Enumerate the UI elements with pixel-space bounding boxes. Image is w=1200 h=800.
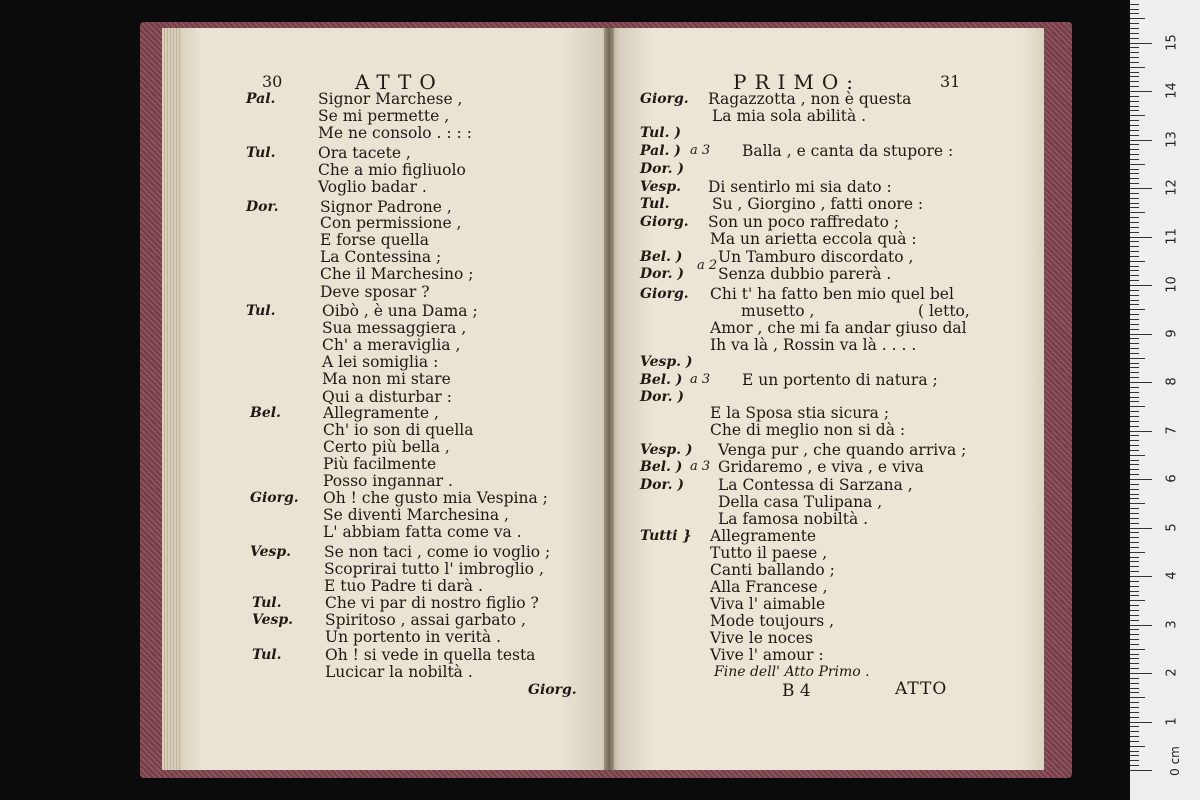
ruler-tick (1130, 329, 1139, 330)
ruler-tick (1130, 217, 1139, 218)
ruler-tick (1130, 256, 1139, 257)
verse-line: La Contessina ; (320, 248, 442, 266)
ensemble-marker: a 3 (690, 372, 711, 387)
ruler-tick (1130, 484, 1139, 485)
ruler-number: 15 (1164, 33, 1180, 51)
ruler-tick (1130, 67, 1145, 68)
ruler-number: 4 (1164, 571, 1180, 580)
ruler-tick (1130, 314, 1139, 315)
verse-line: Deve sposar ? (320, 283, 430, 301)
ruler-tick (1130, 445, 1139, 446)
ruler-tick (1130, 450, 1139, 451)
verse-line: Mode toujours , (710, 612, 835, 630)
speaker-label: Bel. (250, 405, 281, 421)
ruler-tick (1130, 464, 1139, 465)
ruler-tick (1130, 246, 1139, 247)
ruler-tick (1130, 712, 1139, 713)
verse-line: Un portento in verità . (325, 628, 501, 646)
speaker-label: Giorg. (640, 214, 689, 230)
verse-line: Oh ! si vede in quella testa (325, 646, 536, 664)
ruler-tick (1130, 561, 1139, 562)
speaker-label: Pal. (246, 91, 276, 107)
verse-line: Con permissione , (320, 214, 462, 232)
ruler-tick (1130, 513, 1139, 514)
ruler-tick (1130, 663, 1139, 664)
speaker-label: Dor. ) (640, 161, 684, 177)
speaker-label: Bel. ) (640, 459, 683, 475)
ruler-tick (1130, 23, 1139, 24)
ruler-tick (1130, 13, 1139, 14)
ruler-tick (1130, 401, 1139, 402)
ruler-number: 3 (1164, 619, 1180, 629)
verse-line: Un Tamburo discordato , (718, 248, 914, 266)
ruler-tick (1130, 343, 1139, 344)
speaker-label: Dor. ) (640, 389, 684, 405)
ruler-tick (1130, 110, 1139, 111)
ruler-tick (1130, 198, 1139, 199)
verse-line: Fine dell' Atto Primo . (714, 664, 870, 680)
measuring-ruler (1130, 0, 1200, 800)
verse-line: Voglio badar . (318, 178, 427, 196)
ruler-tick (1130, 241, 1139, 242)
ruler-tick (1130, 309, 1145, 310)
ruler-tick (1130, 52, 1139, 53)
ruler-tick (1130, 697, 1145, 698)
ruler-tick (1130, 261, 1145, 262)
verse-line: Vive l' amour : (710, 646, 824, 664)
ruler-tick (1130, 765, 1139, 766)
ruler-number: 5 (1164, 522, 1180, 532)
ruler-unit-label: 0 cm (1167, 746, 1182, 776)
verse-line: Che vi par di nostro figlio ? (325, 594, 539, 612)
ruler-tick (1130, 741, 1139, 742)
ruler-tick (1130, 203, 1139, 204)
ruler-tick (1130, 736, 1139, 737)
ruler-tick (1130, 178, 1139, 179)
verse-line: Senza dubbio parerà . (718, 265, 892, 283)
page-edges (162, 28, 182, 770)
ruler-number: 6 (1164, 474, 1180, 483)
signature-mark: B 4 (782, 681, 811, 701)
ruler-tick (1130, 334, 1152, 335)
verse-line: Signor Marchese , (318, 90, 463, 108)
ensemble-marker: a 2 (697, 258, 718, 273)
ruler-tick (1130, 411, 1139, 412)
speaker-label: Dor. ) (640, 266, 684, 282)
speaker-label: Tutti } (640, 528, 692, 544)
ruler-tick (1130, 426, 1139, 427)
ruler-tick (1130, 431, 1152, 432)
ruler-tick (1130, 406, 1145, 407)
ruler-tick (1130, 57, 1139, 58)
verse-line: Canti ballando ; (710, 561, 835, 579)
verse-line: Della casa Tulipana , (718, 493, 883, 511)
ruler-tick (1130, 528, 1152, 529)
ruler-tick (1130, 755, 1139, 756)
verse-line: musetto , (741, 302, 815, 320)
ruler-tick (1130, 751, 1139, 752)
ruler-tick (1130, 678, 1139, 679)
ruler-number: 2 (1164, 668, 1180, 677)
ruler-tick (1130, 183, 1139, 184)
ruler-tick (1130, 547, 1139, 548)
verse-line: Son un poco raffredato ; (708, 213, 900, 231)
verse-line: Oh ! che gusto mia Vespina ; (323, 489, 548, 507)
ruler-tick (1130, 537, 1139, 538)
speaker-label: Giorg. (640, 91, 689, 107)
verse-line: Spiritoso , assai garbato , (325, 611, 526, 629)
verse-line: Che a mio figliuolo (318, 161, 466, 179)
verse-line: A lei somiglia : (322, 353, 439, 371)
verse-line: E forse quella (320, 231, 430, 249)
ruler-tick (1130, 479, 1152, 480)
ruler-tick (1130, 275, 1139, 276)
ruler-tick (1130, 358, 1145, 359)
ruler-tick (1130, 571, 1139, 572)
ruler-tick (1130, 658, 1139, 659)
catchword: ATTO (895, 679, 948, 699)
verse-line: Se mi permette , (318, 107, 450, 125)
ruler-tick (1130, 692, 1139, 693)
catchword: Giorg. (528, 682, 577, 698)
ruler-tick (1130, 397, 1139, 398)
verse-line: La Contessa di Sarzana , (718, 476, 913, 494)
speaker-label: Tul. ) (640, 125, 682, 141)
ruler-tick (1130, 387, 1139, 388)
verse-line: Oibò , è una Dama ; (322, 302, 478, 320)
verse-line: Su , Giorgino , fatti onore : (712, 195, 924, 213)
ruler-tick (1130, 120, 1139, 121)
ruler-tick (1130, 654, 1139, 655)
ruler-tick (1130, 552, 1145, 553)
ruler-tick (1130, 159, 1139, 160)
ruler-tick (1130, 722, 1152, 723)
verse-line: Ch' io son di quella (323, 421, 474, 439)
ruler-tick (1130, 348, 1139, 349)
ruler-tick (1130, 731, 1139, 732)
ruler-tick (1130, 72, 1139, 73)
ruler-tick (1130, 135, 1139, 136)
ruler-tick (1130, 154, 1139, 155)
ruler-tick (1130, 149, 1139, 150)
speaker-label: Bel. ) (640, 372, 683, 388)
ruler-tick (1130, 455, 1145, 456)
ruler-tick (1130, 702, 1139, 703)
ruler-tick (1130, 232, 1139, 233)
verse-line: Ma non mi stare (322, 370, 451, 388)
verse-line: Allegramente (710, 527, 817, 545)
verse-line: Ch' a meraviglia , (322, 336, 461, 354)
verse-line: Ih va là , Rossin va là . . . . (710, 336, 917, 354)
ruler-tick (1130, 591, 1139, 592)
ruler-tick (1130, 270, 1139, 271)
ensemble-marker: a 3 (690, 143, 711, 158)
ruler-tick (1130, 164, 1145, 165)
ruler-tick (1130, 605, 1139, 606)
ruler-number: 12 (1164, 179, 1180, 196)
verse-line: E un portento di natura ; (742, 371, 938, 389)
ruler-tick (1130, 251, 1139, 252)
ruler-tick (1130, 377, 1139, 378)
verse-line: La famosa nobiltà . (718, 510, 869, 528)
ruler-tick (1130, 494, 1139, 495)
ruler-tick (1130, 130, 1139, 131)
ruler-tick (1130, 372, 1139, 373)
verse-line: Se non taci , come io voglio ; (324, 543, 551, 561)
ruler-tick (1130, 106, 1139, 107)
speaker-label: Dor. (246, 199, 279, 215)
ruler-tick (1130, 600, 1145, 601)
ruler-tick (1130, 586, 1139, 587)
verse-line: Più facilmente (323, 455, 437, 473)
verse-line: Ragazzotta , non è questa (708, 90, 912, 108)
speaker-label: Dor. ) (640, 477, 684, 493)
verse-line: Ora tacete , (318, 144, 411, 162)
verse-line: Qui a disturbar : (322, 388, 452, 406)
ruler-tick (1130, 523, 1139, 524)
ruler-tick (1130, 688, 1139, 689)
ruler-tick (1130, 86, 1139, 87)
ruler-tick (1130, 144, 1139, 145)
ruler-tick (1130, 435, 1139, 436)
ruler-tick (1130, 649, 1145, 650)
ruler-tick (1130, 532, 1139, 533)
ruler-tick (1130, 566, 1139, 567)
verse-line: L' abbiam fatta come va . (323, 523, 522, 541)
running-header: PRIMO: (733, 70, 862, 94)
ruler-tick (1130, 9, 1139, 10)
ruler-tick (1130, 140, 1152, 141)
ruler-tick (1130, 508, 1139, 509)
ruler-tick (1130, 212, 1145, 213)
verse-line: Posso ingannar . (323, 472, 453, 490)
verse-line: E tuo Padre ti darà . (324, 577, 483, 595)
ruler-number: 14 (1164, 82, 1180, 99)
verse-line: Se diventi Marchesina , (323, 506, 509, 524)
ruler-tick (1130, 392, 1139, 393)
ruler-tick (1130, 542, 1139, 543)
ruler-tick (1130, 266, 1139, 267)
ruler-tick (1130, 188, 1152, 189)
ruler-tick (1130, 125, 1139, 126)
ruler-number: 13 (1164, 130, 1180, 148)
speaker-label: Tul. (640, 196, 670, 212)
ruler-tick (1130, 673, 1152, 674)
verse-line: Balla , e canta da stupore : (742, 142, 954, 160)
ruler-tick (1130, 518, 1139, 519)
ruler-tick (1130, 416, 1139, 417)
verse-line: Alla Francese , (710, 578, 828, 596)
ruler-number: 11 (1164, 227, 1180, 245)
verse-line: Chi t' ha fatto ben mio quel bel (710, 285, 954, 303)
speaker-label: Vesp. (250, 544, 292, 560)
ruler-tick (1130, 595, 1139, 596)
ruler-tick (1130, 634, 1139, 635)
speaker-label: Giorg. (640, 286, 689, 302)
ruler-tick (1130, 338, 1139, 339)
verse-line: Sua messaggiera , (322, 319, 467, 337)
ruler-tick (1130, 353, 1139, 354)
ruler-tick (1130, 620, 1139, 621)
ruler-tick (1130, 610, 1139, 611)
speaker-label: Pal. ) (640, 143, 681, 159)
verse-line: Che il Marchesino ; (320, 265, 474, 283)
ruler-tick (1130, 726, 1139, 727)
ruler-tick (1130, 173, 1139, 174)
ruler-tick (1130, 770, 1152, 771)
ruler-tick (1130, 469, 1139, 470)
ruler-tick (1130, 290, 1139, 291)
ruler-tick (1130, 101, 1139, 102)
ruler-tick (1130, 668, 1139, 669)
verse-line: Venga pur , che quando arriva ; (718, 441, 967, 459)
ruler-tick (1130, 639, 1139, 640)
speaker-label: Vesp. ) (640, 442, 693, 458)
verse-line: Tutto il paese , (710, 544, 828, 562)
ruler-tick (1130, 460, 1139, 461)
ruler-tick (1130, 28, 1139, 29)
ruler-tick (1130, 760, 1139, 761)
ruler-tick (1130, 489, 1139, 490)
verse-line: Lucicar la nobiltà . (325, 663, 473, 681)
book-gutter (604, 28, 614, 770)
speaker-label: Bel. ) (640, 249, 683, 265)
ruler-tick (1130, 683, 1139, 684)
page-number: 30 (262, 72, 283, 91)
verse-line: Di sentirlo mi sia dato : (708, 178, 892, 196)
ruler-tick (1130, 644, 1139, 645)
ruler-tick (1130, 300, 1139, 301)
ruler-tick (1130, 227, 1139, 228)
verse-line: Ma un arietta eccola quà : (710, 230, 917, 248)
verse-line: Scoprirai tutto l' imbroglio , (324, 560, 544, 578)
verse-line: Signor Padrone , (320, 198, 452, 216)
speaker-label: Vesp. (640, 179, 682, 195)
ruler-tick (1130, 707, 1139, 708)
ruler-tick (1130, 498, 1139, 499)
ruler-tick (1130, 319, 1139, 320)
ruler-tick (1130, 280, 1139, 281)
ruler-number: 9 (1164, 328, 1180, 338)
ruler-tick (1130, 295, 1139, 296)
ruler-tick (1130, 363, 1139, 364)
ruler-number: 1 (1164, 716, 1180, 726)
ruler-tick (1130, 576, 1152, 577)
ruler-tick (1130, 440, 1139, 441)
ruler-tick (1130, 717, 1139, 718)
page-number: 31 (940, 72, 961, 91)
verse-line: Vive le noces (710, 629, 813, 647)
ruler-tick (1130, 115, 1145, 116)
speaker-label: Tul. (252, 647, 282, 663)
ruler-tick (1130, 581, 1139, 582)
ruler-tick (1130, 324, 1139, 325)
speaker-label: Tul. (246, 145, 276, 161)
speaker-label: Vesp. (252, 612, 294, 628)
speaker-label: Tul. (246, 303, 276, 319)
running-header: ATTO (355, 70, 444, 94)
ruler-tick (1130, 207, 1139, 208)
ruler-tick (1130, 222, 1139, 223)
ruler-tick (1130, 76, 1139, 77)
ruler-number: 8 (1164, 377, 1180, 386)
ensemble-marker: a 3 (690, 459, 711, 474)
ruler-tick (1130, 503, 1145, 504)
ruler-tick (1130, 169, 1139, 170)
ruler-tick (1130, 382, 1152, 383)
ruler-number: 10 (1164, 276, 1180, 293)
ruler-tick (1130, 367, 1139, 368)
ruler-tick (1130, 629, 1139, 630)
ruler-tick (1130, 625, 1152, 626)
verse-line: Amor , che mi fa andar giuso dal (710, 319, 967, 337)
verse-line: Viva l' aimable (710, 595, 826, 613)
verse-line: ( letto, (918, 302, 970, 320)
speaker-label: Vesp. ) (640, 354, 693, 370)
verse-line: La mia sola abilità . (712, 107, 867, 125)
ruler-number: 7 (1164, 425, 1180, 435)
ruler-tick (1130, 62, 1139, 63)
verse-line: Me ne consolo . : : : (318, 124, 472, 142)
ruler-tick (1130, 96, 1139, 97)
ruler-tick (1130, 47, 1139, 48)
ruler-tick (1130, 474, 1139, 475)
verse-line: Che di meglio non si dà : (710, 421, 906, 439)
ruler-tick (1130, 193, 1139, 194)
verse-line: Allegramente , (323, 404, 439, 422)
ruler-tick (1130, 421, 1139, 422)
ruler-tick (1130, 18, 1145, 19)
ruler-tick (1130, 557, 1139, 558)
ruler-tick (1130, 615, 1139, 616)
verse-line: Certo più bella , (323, 438, 450, 456)
ruler-tick (1130, 33, 1139, 34)
ruler-tick (1130, 4, 1139, 5)
ruler-tick (1130, 81, 1139, 82)
speaker-label: Tul. (252, 595, 282, 611)
verse-line: E la Sposa stia sicura ; (710, 404, 890, 422)
ruler-tick (1130, 746, 1145, 747)
ruler-tick (1130, 43, 1152, 44)
ruler-tick (1130, 91, 1152, 92)
ruler-tick (1130, 237, 1152, 238)
ruler-tick (1130, 285, 1152, 286)
ruler-tick (1130, 38, 1139, 39)
speaker-label: Giorg. (250, 490, 299, 506)
verse-line: Gridaremo , e viva , e viva (718, 458, 924, 476)
ruler-tick (1130, 304, 1139, 305)
